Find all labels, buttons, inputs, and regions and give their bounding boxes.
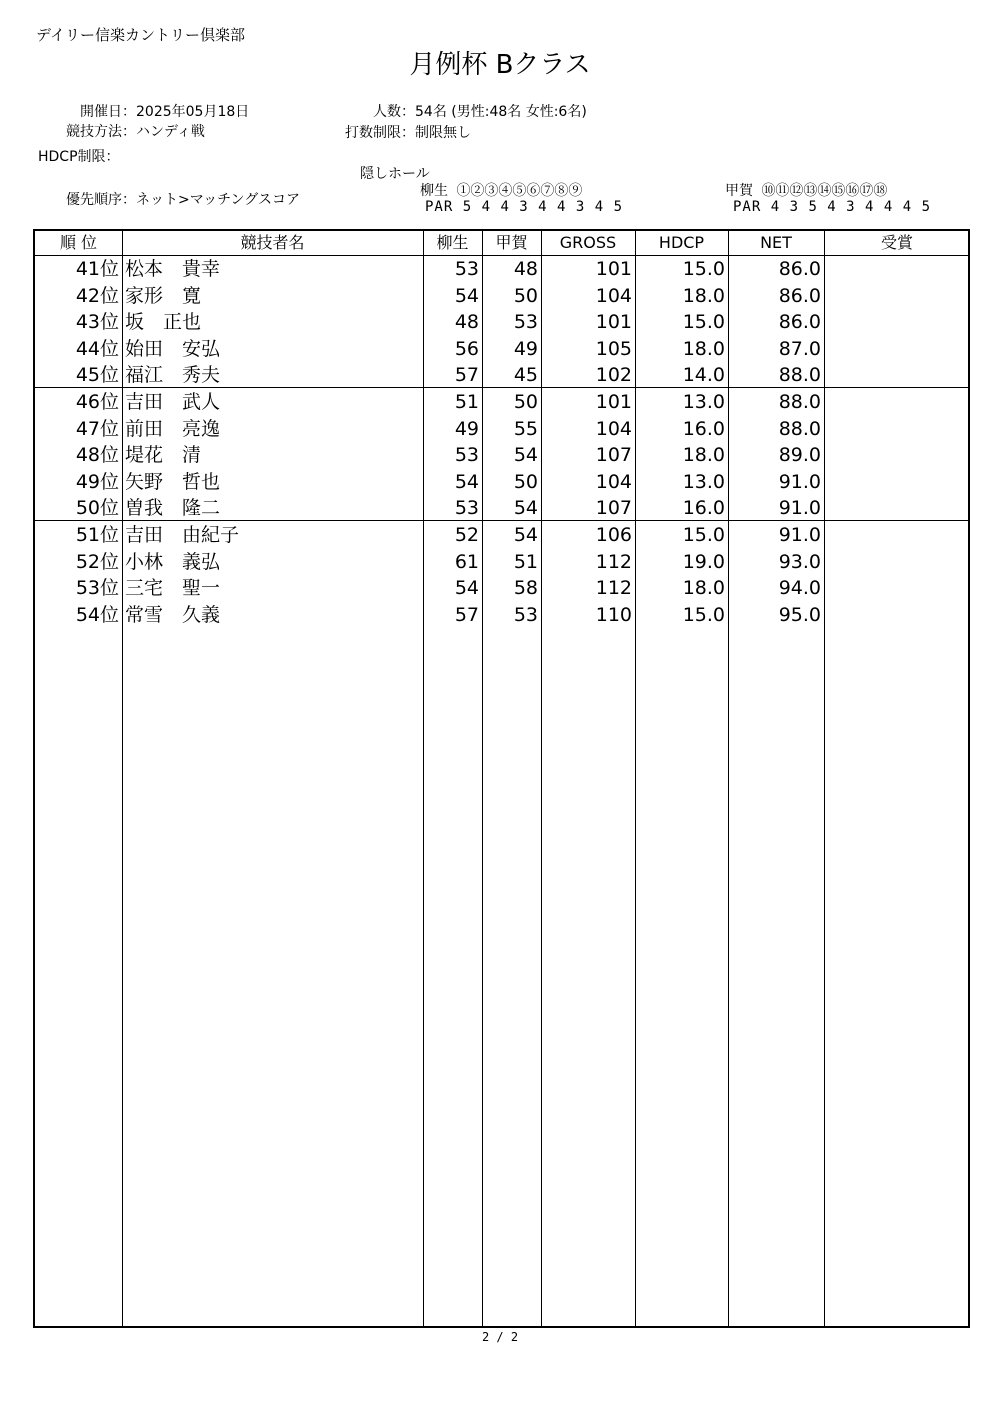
table-row xyxy=(35,309,968,336)
rank-cell: 43位 xyxy=(75,311,119,333)
stroke-label: 打数制限： xyxy=(345,125,415,141)
hdcp-cell: 15.0 xyxy=(682,311,725,333)
out-score-cell: 51 xyxy=(454,391,479,413)
hdcp-cell: 14.0 xyxy=(682,364,725,386)
out-score-cell: 57 xyxy=(454,364,479,386)
page-title: 月例杯 Bクラス xyxy=(409,50,591,80)
net-cell: 91.0 xyxy=(778,524,821,546)
in-score-cell: 53 xyxy=(513,603,538,626)
net-cell: 87.0 xyxy=(778,337,821,360)
hdcp-cell: 18.0 xyxy=(682,284,725,307)
net-cell: 86.0 xyxy=(778,284,821,307)
net-cell: 95.0 xyxy=(778,603,821,626)
hdcp-cell: 18.0 xyxy=(682,337,725,360)
gross-cell: 101 xyxy=(595,311,632,333)
out-score-cell: 52 xyxy=(454,524,479,546)
gross-cell: 112 xyxy=(595,550,632,573)
hdcp-cell: 19.0 xyxy=(682,550,725,573)
header-player-name: 競技者名 xyxy=(240,233,305,252)
table-row xyxy=(35,602,968,629)
stroke-value: 制限無し xyxy=(415,125,471,141)
hdcp-cell: 15.0 xyxy=(682,524,725,546)
in-hole-numbers: ⑩⑪⑫⑬⑭⑮⑯⑰⑱ xyxy=(761,183,888,199)
page-number: 2 / 2 xyxy=(481,1330,519,1344)
header-out-course: 柳生 xyxy=(436,233,469,252)
header-net: NET xyxy=(760,233,792,252)
rank-cell: 51位 xyxy=(75,524,119,546)
player-name-cell: 矢野 哲也 xyxy=(125,470,221,493)
net-cell: 93.0 xyxy=(778,550,821,573)
rank-cell: 48位 xyxy=(75,444,119,466)
hdcp-cell: 15.0 xyxy=(682,603,725,626)
rank-cell: 54位 xyxy=(75,603,119,626)
player-name-cell: 常雪 久義 xyxy=(125,603,221,626)
out-score-cell: 53 xyxy=(454,497,479,519)
method-value: ハンディ戦 xyxy=(136,124,205,140)
in-score-cell: 54 xyxy=(513,444,538,466)
out-hole-numbers: ①②③④⑤⑥⑦⑧⑨ xyxy=(456,183,583,199)
players-row xyxy=(310,101,587,121)
header-gross: GROSS xyxy=(559,233,617,252)
player-name-cell: 家形 寛 xyxy=(125,284,202,307)
gross-cell: 105 xyxy=(595,337,632,360)
player-name-cell: 坂 正也 xyxy=(125,311,202,333)
out-score-cell: 54 xyxy=(454,577,479,599)
priority-value: ネット>マッチングスコア xyxy=(136,192,301,208)
player-name-cell: 小林 義弘 xyxy=(125,550,221,573)
rank-cell: 46位 xyxy=(75,391,119,413)
date-value: 2025年05月18日 xyxy=(136,104,250,120)
in-score-cell: 50 xyxy=(513,284,538,307)
rank-cell: 53位 xyxy=(75,577,119,599)
players-value: 54名 (男性:48名 女性:6名) xyxy=(415,104,587,120)
hdcp-cell: 13.0 xyxy=(682,470,725,493)
rank-cell: 44位 xyxy=(75,337,119,360)
in-score-cell: 53 xyxy=(513,311,538,333)
gross-cell: 101 xyxy=(595,391,632,413)
gross-cell: 107 xyxy=(595,497,632,519)
gross-cell: 102 xyxy=(595,364,632,386)
in-score-cell: 45 xyxy=(513,364,538,386)
rank-cell: 45位 xyxy=(75,364,119,386)
hdcp-cell: 18.0 xyxy=(682,444,725,466)
net-cell: 86.0 xyxy=(778,258,821,280)
gross-cell: 101 xyxy=(595,258,632,280)
gross-cell: 104 xyxy=(595,417,632,440)
in-score-cell: 54 xyxy=(513,497,538,519)
rank-cell: 52位 xyxy=(75,550,119,573)
rank-cell: 50位 xyxy=(75,497,119,519)
table-row xyxy=(35,549,968,576)
in-score-cell: 49 xyxy=(513,337,538,360)
player-name-cell: 堤花 清 xyxy=(125,444,202,466)
hdcp-cell: 16.0 xyxy=(682,417,725,440)
in-holes-row xyxy=(725,180,887,200)
rank-cell: 49位 xyxy=(75,470,119,493)
in-score-cell: 55 xyxy=(513,417,538,440)
net-cell: 88.0 xyxy=(778,391,821,413)
players-label: 人数： xyxy=(373,104,415,120)
stroke-row xyxy=(310,122,471,142)
table-row xyxy=(35,336,968,363)
in-course-name: 甲賀 xyxy=(725,183,753,199)
table-row xyxy=(35,389,968,416)
date-row xyxy=(36,101,249,121)
in-par-row xyxy=(733,199,931,215)
out-score-cell: 57 xyxy=(454,603,479,626)
in-score-cell: 58 xyxy=(513,577,538,599)
table-row xyxy=(35,575,968,602)
rank-cell: 47位 xyxy=(75,417,119,440)
hdcp-cell: 15.0 xyxy=(682,258,725,280)
in-score-cell: 50 xyxy=(513,391,538,413)
out-course-name: 柳生 xyxy=(420,183,448,199)
net-cell: 89.0 xyxy=(778,444,821,466)
priority-label: 優先順序： xyxy=(66,192,136,208)
table-row xyxy=(35,522,968,549)
out-score-cell: 54 xyxy=(454,284,479,307)
club-name: デイリー信楽カントリー倶楽部 xyxy=(36,26,245,44)
player-name-cell: 吉田 由紀子 xyxy=(125,524,240,546)
net-cell: 88.0 xyxy=(778,417,821,440)
player-name-cell: 曽我 隆二 xyxy=(125,497,221,519)
method-row xyxy=(36,121,205,141)
method-label: 競技方法： xyxy=(66,124,136,140)
table-row xyxy=(35,469,968,496)
table-row xyxy=(35,442,968,469)
rank-cell: 42位 xyxy=(75,284,119,307)
header-in-course: 甲賀 xyxy=(495,233,528,252)
hidden-holes-label: 隠しホール xyxy=(360,166,430,182)
table-row xyxy=(35,416,968,443)
hdcp-cell: 18.0 xyxy=(682,577,725,599)
rank-cell: 41位 xyxy=(75,258,119,280)
table-row xyxy=(35,283,968,310)
net-cell: 86.0 xyxy=(778,311,821,333)
player-name-cell: 福江 秀夫 xyxy=(125,364,221,386)
gross-cell: 110 xyxy=(595,603,632,626)
out-score-cell: 56 xyxy=(454,337,479,360)
player-name-cell: 吉田 武人 xyxy=(125,391,221,413)
hdcp-cell: 16.0 xyxy=(682,497,725,519)
date-label: 開催日： xyxy=(80,104,136,120)
hdcp-cell: 13.0 xyxy=(682,391,725,413)
results-table xyxy=(33,229,970,1328)
gross-cell: 107 xyxy=(595,444,632,466)
player-name-cell: 始田 安弘 xyxy=(125,337,221,360)
gross-cell: 104 xyxy=(595,284,632,307)
out-holes-row xyxy=(420,180,582,200)
player-name-cell: 松本 貴幸 xyxy=(125,258,221,280)
header-rank: 順 位 xyxy=(59,233,98,252)
net-cell: 91.0 xyxy=(778,470,821,493)
out-par-label: PAR xyxy=(425,199,454,215)
in-par-label: PAR xyxy=(733,199,762,215)
out-score-cell: 53 xyxy=(454,444,479,466)
out-score-cell: 54 xyxy=(454,470,479,493)
gross-cell: 106 xyxy=(595,524,632,546)
out-score-cell: 53 xyxy=(454,258,479,280)
out-score-cell: 49 xyxy=(454,417,479,440)
gross-cell: 104 xyxy=(595,470,632,493)
in-par-values: 4 3 5 4 3 4 4 4 5 xyxy=(770,199,932,215)
table-row xyxy=(35,362,968,389)
header-hdcp: HDCP xyxy=(658,233,705,252)
out-score-cell: 48 xyxy=(454,311,479,333)
hdcp-limit-label: HDCP制限： xyxy=(38,149,120,165)
out-par-row xyxy=(425,199,623,215)
in-score-cell: 51 xyxy=(513,550,538,573)
in-score-cell: 48 xyxy=(513,258,538,280)
header-award: 受賞 xyxy=(880,233,913,252)
player-name-cell: 前田 亮逸 xyxy=(125,417,221,440)
in-score-cell: 54 xyxy=(513,524,538,546)
gross-cell: 112 xyxy=(595,577,632,599)
out-par-values: 5 4 4 3 4 4 3 4 5 xyxy=(462,199,624,215)
in-score-cell: 50 xyxy=(513,470,538,493)
table-row xyxy=(35,495,968,522)
table-row xyxy=(35,256,968,283)
net-cell: 88.0 xyxy=(778,364,821,386)
out-score-cell: 61 xyxy=(454,550,479,573)
player-name-cell: 三宅 聖一 xyxy=(125,577,221,599)
net-cell: 94.0 xyxy=(778,577,821,599)
net-cell: 91.0 xyxy=(778,497,821,519)
priority-row xyxy=(36,189,300,209)
